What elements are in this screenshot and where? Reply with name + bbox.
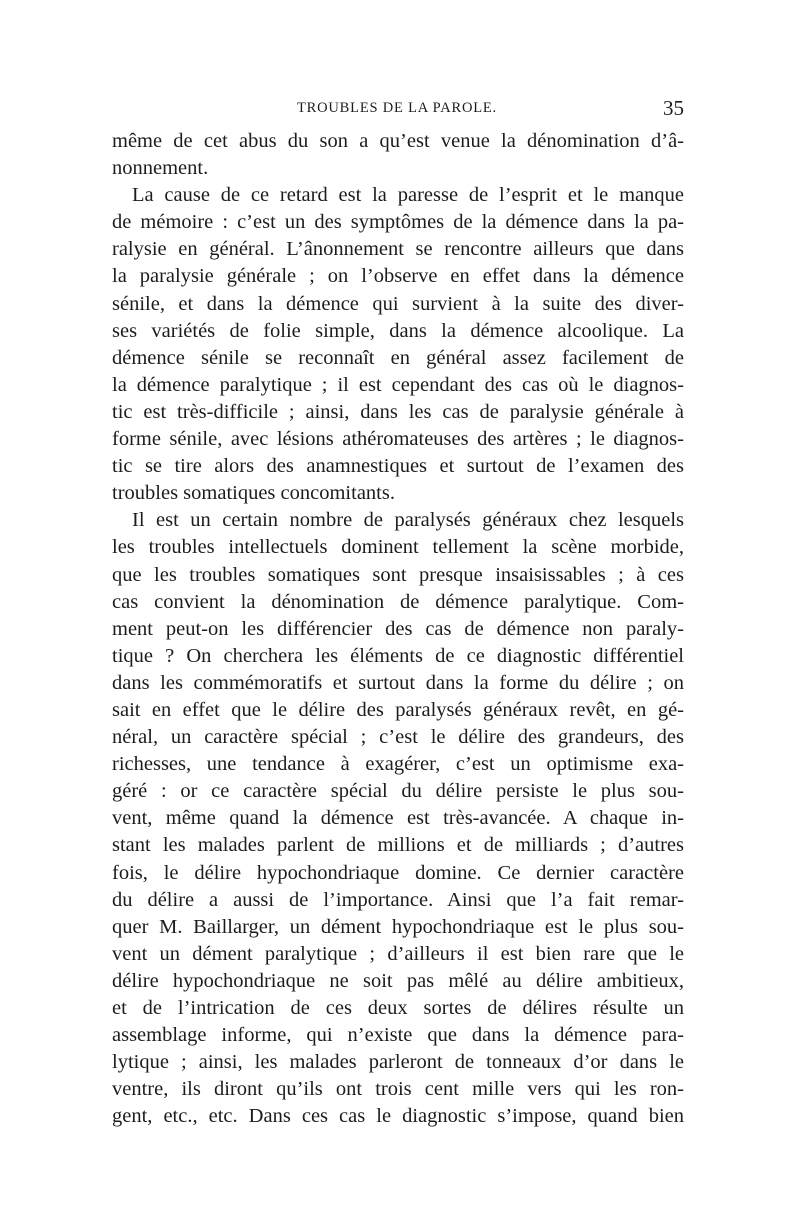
text-line: de mémoire : c’est un des symptômes de la démence dans la pa- bbox=[112, 211, 684, 234]
text-line: géré : or ce caractère spécial du délire persiste le plus sou- bbox=[112, 780, 684, 803]
text-line: la démence paralytique ; il est cependant des cas où le diagnos- bbox=[112, 373, 684, 396]
text-line: tic se tire alors des anamnestiques et surtout de l’examen des bbox=[112, 455, 684, 478]
text-line: sait en effet que le délire des paralysés généraux revêt, en gé- bbox=[112, 698, 684, 721]
running-head bbox=[112, 98, 682, 122]
paragraph-first-line: Il est un certain nombre de paralysés généraux chez lesquels bbox=[132, 509, 684, 532]
text-line: fois, le délire hypochondriaque domine. Ce dernier caractère bbox=[112, 861, 684, 884]
text-line: du délire a aussi de l’importance. Ainsi que l’a fait remar- bbox=[112, 888, 684, 911]
text-line: vent, même quand la démence est très-avancée. A chaque in- bbox=[112, 807, 684, 830]
text-line: dans les commémoratifs et surtout dans la forme du délire ; on bbox=[112, 671, 684, 694]
text-line: stant les malades parlent de millions et de milliards ; d’autres bbox=[112, 834, 684, 857]
text-line: les troubles intellectuels dominent tellement la scène morbide, bbox=[112, 536, 684, 559]
text-line: cas convient la dénomination de démence paralytique. Com- bbox=[112, 590, 684, 613]
text-line: quer M. Baillarger, un dément hypochondriaque est le plus sou- bbox=[112, 915, 684, 938]
text-line: néral, un caractère spécial ; c’est le délire des grandeurs, des bbox=[112, 726, 684, 749]
text-line: nonnement. bbox=[112, 157, 209, 180]
running-title: TROUBLES DE LA PAROLE. bbox=[297, 100, 497, 116]
body-text bbox=[112, 128, 684, 1130]
text-line: troubles somatiques concomitants. bbox=[112, 482, 395, 505]
paragraph-first-line: La cause de ce retard est la paresse de l’esprit et le manque bbox=[132, 184, 684, 207]
text-line: vent un dément paralytique ; d’ailleurs il est bien rare que le bbox=[112, 942, 684, 965]
text-line: ment peut-on les différencier des cas de démence non paraly- bbox=[112, 617, 684, 640]
page-number: 35 bbox=[663, 96, 684, 120]
text-line: tic est très-difficile ; ainsi, dans les cas de paralysie générale à bbox=[112, 400, 684, 423]
text-line: la paralysie générale ; on l’observe en effet dans la démence bbox=[112, 265, 684, 288]
text-line: ventre, ils diront qu’ils ont trois cent mille vers qui les ron- bbox=[112, 1078, 684, 1101]
text-line: sénile, et dans la démence qui survient à la suite des diver- bbox=[112, 292, 684, 315]
text-line: gent, etc., etc. Dans ces cas le diagnostic s’impose, quand bien bbox=[112, 1105, 684, 1128]
text-line: démence sénile se reconnaît en général assez facilement de bbox=[112, 346, 684, 369]
text-line: délire hypochondriaque ne soit pas mêlé au délire ambitieux, bbox=[112, 969, 684, 992]
text-line: lytique ; ainsi, les malades parleront de tonneaux d’or dans le bbox=[112, 1051, 684, 1074]
text-line: assemblage informe, qui n’existe que dans la démence para- bbox=[112, 1024, 684, 1047]
text-line: forme sénile, avec lésions athéromateuses des artères ; le diagnos- bbox=[112, 428, 684, 451]
text-line: tique ? On cherchera les éléments de ce diagnostic différentiel bbox=[112, 644, 684, 667]
text-line: ralysie en général. L’ânonnement se rencontre ailleurs que dans bbox=[112, 238, 684, 261]
text-line: et de l’intrication de ces deux sortes de délires résulte un bbox=[112, 997, 684, 1019]
text-line: que les troubles somatiques sont presque insaisissables ; à ces bbox=[112, 563, 684, 586]
text-line: même de cet abus du son a qu’est venue la dénomination d’â- bbox=[112, 130, 684, 152]
text-line: ses variétés de folie simple, dans la démence alcoolique. La bbox=[112, 319, 684, 342]
text-line: richesses, une tendance à exagérer, c’est un optimisme exa- bbox=[112, 753, 684, 776]
